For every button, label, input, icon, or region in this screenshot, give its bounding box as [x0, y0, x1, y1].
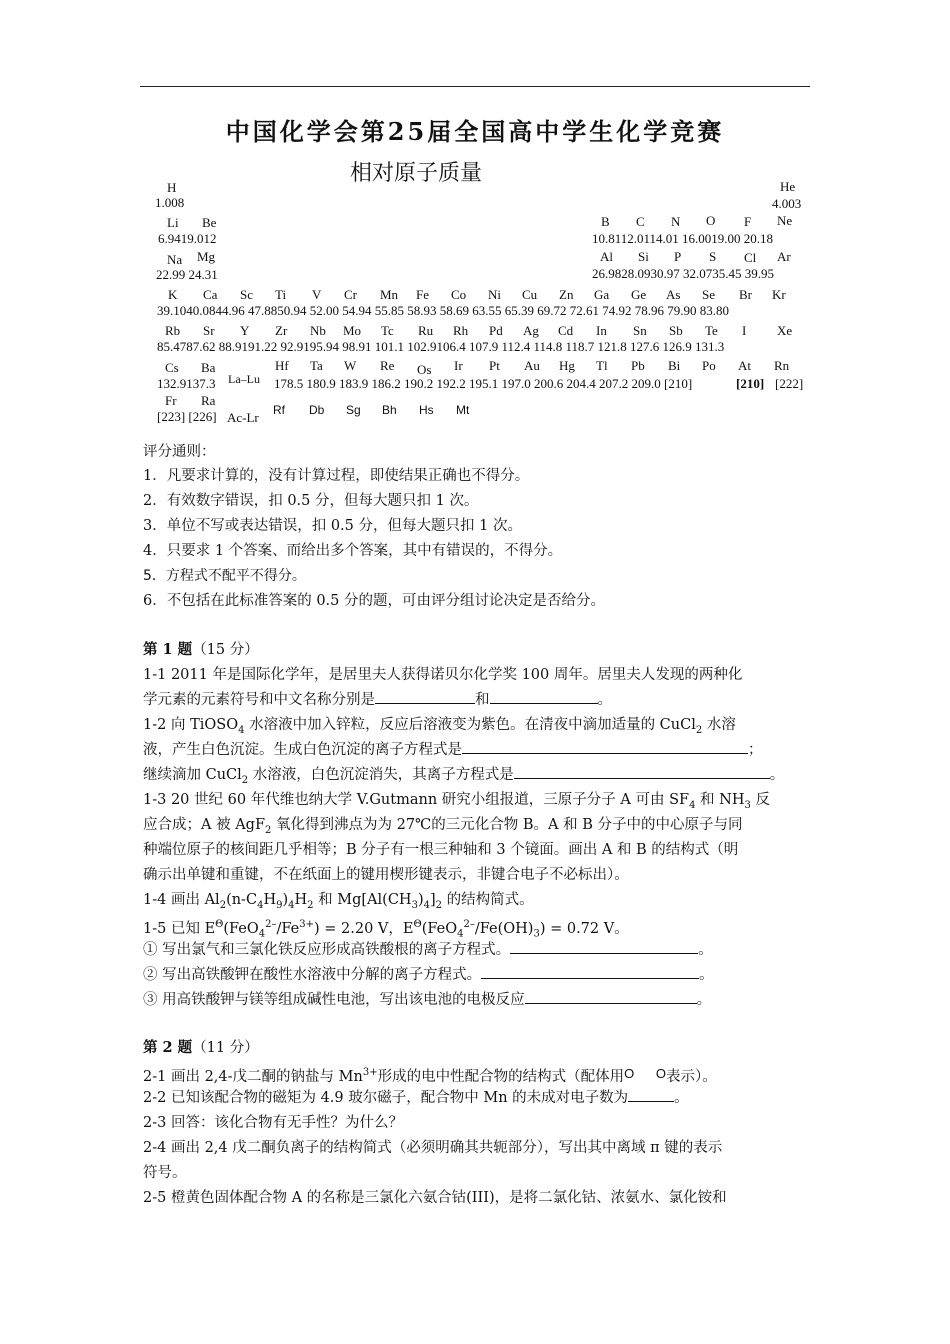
q1-line6: 1-3 20 世纪 60 年代维也纳大学 V.Gutmann 研究小组报道，三原子分子 A 可由 $SF_4$ 和 $NH_3$ 反: [143, 792, 770, 811]
q2-line2: 2-2 已知该配合物的磁矩为 4.9 玻尔磁子，配合物中 Mn 的未成对电子数为 。: [143, 1086, 689, 1110]
mass-row3-right: 26.9828.0930.97 32.0735.45 39.95: [592, 266, 774, 281]
element-Fe: Fe: [416, 287, 429, 302]
element-Re: Re: [380, 358, 395, 373]
element-Nb: Nb: [310, 323, 326, 338]
element-Rh: Rh: [453, 323, 469, 338]
answer-blank[interactable]: [525, 989, 697, 1004]
element-Mt: Mt: [456, 403, 470, 417]
element-Rb: Rb: [165, 323, 181, 338]
element-Ca: Ca: [203, 287, 218, 302]
element-Tl: Tl: [596, 358, 608, 373]
element-Al: Al: [600, 249, 613, 264]
element-Ru: Ru: [418, 323, 434, 338]
element-B: B: [601, 214, 610, 229]
element-Rn: Rn: [774, 358, 790, 373]
element-H: H: [167, 180, 177, 195]
row4-symbols: [168, 287, 786, 303]
q1-line7: 应合成；A 被 AgF$_2$ 氧化得到沸点为为 27℃的三元化合物 B。A 和 B 分子中的中心原子与同: [143, 817, 743, 836]
element-Mg: Mg: [197, 249, 216, 264]
mass-At: [210]: [736, 376, 765, 391]
ligand-symbol: O O: [624, 1065, 666, 1081]
element-N: N: [671, 214, 681, 229]
q2-line1: 2-1 画出 2,4-戊二酮的钠盐与 $Mn^{3+}$形成的电中性配合物的结构式（配体用O O表示）。: [143, 1065, 717, 1085]
element-Au: Au: [524, 358, 540, 373]
element-Ga: Ga: [594, 287, 610, 302]
element-Ra: Ra: [201, 393, 216, 408]
q1-line8: 种端位原子的核间距几乎相等；B 分子有一根三种轴和 3 个镜面。画出 A 和 B 的结构式（明: [143, 842, 739, 858]
q1-line2: 学元素的元素符号和中文名称分别是 和 。: [143, 688, 612, 712]
element-C: C: [636, 214, 645, 229]
mass-row5: 85.4787.62 88.9191.22 92.9195.94 98.91 101.1 102.9106.4 107.9 112.4 114.8 118.7 121.8 127.6 126.9 131.3: [157, 339, 725, 354]
rule-6: 6．不包括在此标准答案的 0.5 分的题，可由评分组讨论决定是否给分。: [143, 593, 606, 609]
element-Hg: Hg: [559, 358, 575, 373]
q1-line5: 继续滴加 CuCl$_2$ 水溶液，白色沉淀消失，其离子方程式是 。: [143, 763, 784, 793]
mass-row6-left: 132.9137.3: [157, 376, 216, 391]
mass-row3: 22.99 24.31: [156, 267, 218, 282]
element-Na: Na: [167, 252, 183, 267]
element-Ar: Ar: [777, 249, 791, 264]
element-Si: Si: [638, 249, 649, 264]
element-Kr: Kr: [772, 287, 786, 302]
rule-1: 1．凡要求计算的，没有计算过程，即使结果正确也不得分。: [143, 468, 530, 484]
element-Rf: Rf: [273, 403, 285, 417]
element-Cr: Cr: [344, 287, 357, 302]
answer-blank[interactable]: [375, 689, 475, 704]
element-Ne: Ne: [777, 213, 793, 228]
element-P: P: [674, 249, 682, 264]
element-Ti: Ti: [275, 287, 287, 302]
mass-row4: 39.1040.0844.96 47.8850.94 52.00 54.94 55.85 58.93 58.69 63.55 65.39 69.72 72.61 74.92 78.96 79.90 83.80: [157, 303, 729, 318]
element-As: As: [666, 287, 681, 302]
element-Sr: Sr: [203, 323, 215, 338]
answer-blank[interactable]: [490, 689, 598, 704]
element-Mn: Mn: [380, 287, 399, 302]
row6-symbols: [275, 358, 790, 377]
q1-line1: 1-1 2011 年是国际化学年，是居里夫人获得诺贝尔化学奖 100 周年。居里夫人发现的两种化: [143, 667, 743, 683]
element-Hf: Hf: [275, 358, 289, 373]
top-rule: [140, 86, 810, 87]
q1-line3: 1-2 向 TiOSO$_4$ 水溶液中加入锌粒，反应后溶液变为紫色。在清夜中滴加适量的 CuCl$_2$ 水溶: [143, 717, 736, 736]
element-Zn: Zn: [559, 287, 574, 302]
answer-blank[interactable]: [628, 1087, 674, 1102]
element-S: S: [709, 249, 717, 264]
element-Hs: Hs: [419, 403, 434, 417]
element-Cu: Cu: [522, 287, 538, 302]
q2-line3: 2-3 回答：该化合物有无手性？为什么？: [143, 1115, 403, 1131]
element-Cd: Cd: [558, 323, 574, 338]
q2-heading: 第 2 题（11 分）: [143, 1039, 259, 1056]
element-Li: Li: [167, 215, 179, 230]
mass-Rn: [222]: [775, 376, 804, 391]
row7-extra-symbols: [273, 403, 469, 417]
element-Ir: Ir: [454, 358, 463, 373]
element-Cs: Cs: [165, 360, 179, 375]
element-Y: Y: [240, 323, 250, 338]
rules-heading: 评分通则：: [143, 444, 216, 460]
actinides-label: Ac-Lr: [227, 410, 259, 425]
q2-line5: 符号。: [143, 1165, 187, 1181]
document-title: 中国化学会第25届全国高中学生化学竞赛: [225, 117, 725, 146]
mass-row2: 6.9419.012: [158, 231, 217, 246]
element-Bi: Bi: [668, 358, 681, 373]
rule-5: 5．方程式不配平不得分。: [143, 568, 306, 584]
mass-row6-right: 178.5 180.9 183.9 186.2 190.2 192.2 195.1 197.0 200.6 204.4 207.2 209.0 [210]: [274, 376, 693, 391]
q1-line12: ① 写出氯气和三氯化铁反应形成高铁酸根的离子方程式。 。: [143, 938, 713, 962]
q1-line14: ③ 用高铁酸钾与镁等组成碱性电池，写出该电池的电极反应 。: [143, 988, 711, 1012]
element-Co: Co: [451, 287, 467, 302]
element-Br: Br: [739, 287, 752, 302]
answer-blank[interactable]: [514, 764, 770, 779]
element-Bh: Bh: [382, 403, 397, 417]
element-Mo: Mo: [343, 323, 362, 338]
element-Sg: Sg: [346, 403, 361, 417]
element-Be: Be: [202, 215, 217, 230]
element-K: K: [168, 287, 178, 302]
answer-blank[interactable]: [481, 964, 699, 979]
element-Po: Po: [702, 358, 716, 373]
q1-line4: 液，产生白色沉淀。生成白色沉淀的离子方程式是 ；: [143, 738, 763, 762]
periodic-table-title: 相对原子质量: [350, 161, 483, 186]
element-W: W: [344, 358, 357, 373]
q1-heading: 第 1 题（15 分）: [143, 641, 259, 658]
element-V: V: [312, 287, 322, 302]
element-Sb: Sb: [669, 323, 683, 338]
answer-blank[interactable]: [462, 739, 748, 754]
element-Os: Os: [417, 362, 432, 377]
element-Pd: Pd: [489, 323, 503, 338]
element-Xe: Xe: [777, 323, 793, 338]
element-Ba: Ba: [201, 360, 216, 375]
rule-4: 4．只要求 1 个答案、而给出多个答案，其中有错误的，不得分。: [143, 543, 563, 559]
element-Sc: Sc: [240, 287, 253, 302]
element-Pt: Pt: [489, 358, 500, 373]
q1-line10: 1-4 画出 $Al_2(n-C_4H_9)_4H_2$ 和 $Mg[Al(CH_3)_4]_2$ 的结构简式。: [143, 892, 534, 911]
element-Te: Te: [705, 323, 718, 338]
q2-line6: 2-5 橙黄色固体配合物 A 的名称是三氯化六氨合钴(III)，是将二氯化钴、浓氨水、氯化铵和: [143, 1190, 727, 1206]
element-Ta: Ta: [310, 358, 323, 373]
element-Ge: Ge: [631, 287, 647, 302]
element-Fr: Fr: [165, 393, 177, 408]
answer-blank[interactable]: [510, 939, 698, 954]
row5-symbols: [165, 323, 792, 339]
element-Db: Db: [309, 403, 325, 417]
element-Tc: Tc: [381, 323, 394, 338]
element-Se: Se: [702, 287, 715, 302]
element-Ni: Ni: [488, 287, 501, 302]
q1-line11: 1-5 已知 $E^\Theta(FeO_4^{2-}/Fe^{3+}) = 2.20$ V，$E^\Theta(FeO_4^{2-}/Fe(OH)_3) = 0.72$ V。: [143, 919, 629, 940]
element-Cl: Cl: [744, 250, 757, 265]
rule-2: 2．有效数字错误，扣 0.5 分，但每大题只扣 1 次。: [143, 493, 479, 509]
element-Zr: Zr: [275, 323, 288, 338]
rule-3: 3．单位不写或表达错误，扣 0.5 分，但每大题只扣 1 次。: [143, 518, 522, 534]
mass-H: 1.008: [155, 195, 185, 210]
element-Sn: Sn: [633, 323, 647, 338]
mass-row7: [223] [226]: [157, 409, 217, 424]
q1-line13: ② 写出高铁酸钾在酸性水溶液中分解的离子方程式。 。: [143, 963, 714, 987]
q2-line4: 2-4 画出 2,4 戊二酮负离子的结构简式（必须明确其共轭部分），写出其中离域 π 键的表示: [143, 1140, 723, 1156]
element-F: F: [744, 214, 752, 229]
element-I: I: [742, 323, 747, 338]
lanthanides-label: La–Lu: [228, 372, 260, 386]
element-Ag: Ag: [523, 323, 539, 338]
element-Pb: Pb: [631, 358, 645, 373]
q1-line9: 确示出单键和重键，不在纸面上的键用楔形键表示，非键合电子不必标出）。: [143, 867, 629, 883]
element-O: O: [706, 213, 716, 228]
element-In: In: [596, 323, 607, 338]
element-At: At: [738, 358, 751, 373]
mass-He: 4.003: [772, 196, 802, 211]
element-He: He: [780, 179, 796, 194]
mass-row2-right: 10.8112.0114.01 16.0019.00 20.18: [592, 231, 774, 246]
